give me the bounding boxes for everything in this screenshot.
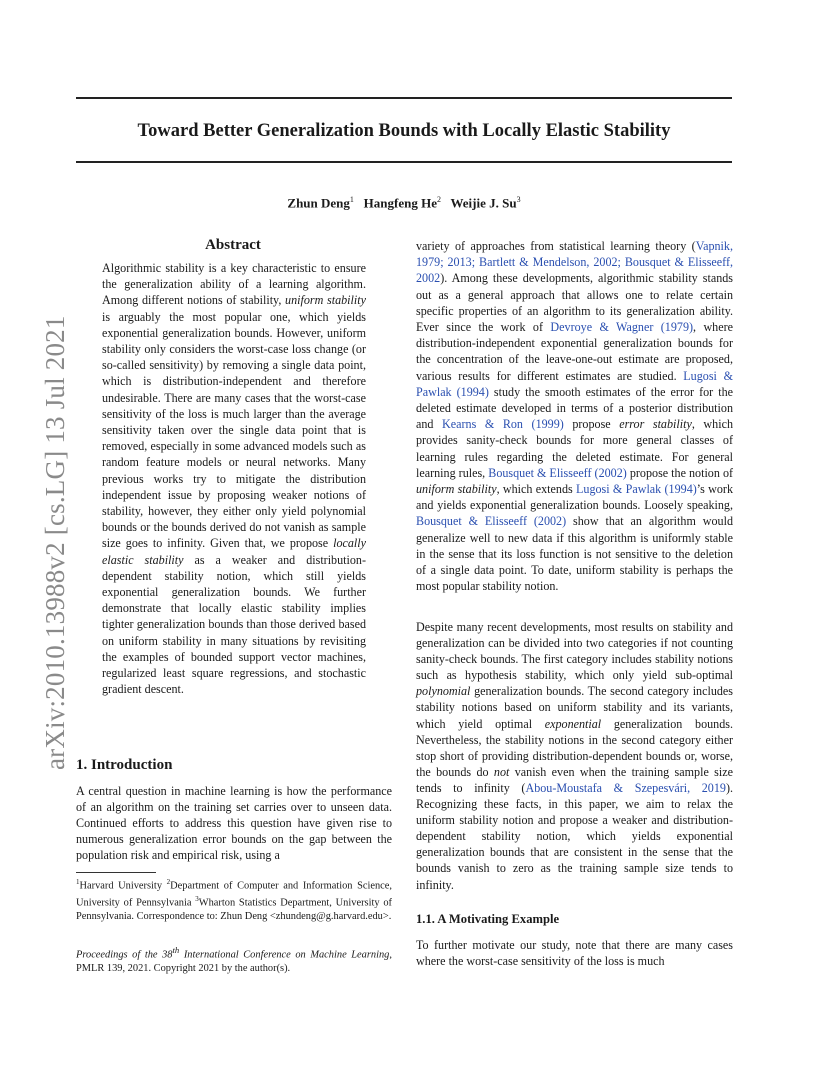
motivating-example-paragraph: To further motivate our study, note that there are many cases where the worst-case sensitivity of the loss is much xyxy=(416,938,733,969)
citation-link[interactable]: Kearns & Ron (1999) xyxy=(442,417,564,432)
introduction-paragraph: A central question in machine learning is how the performance of an algorithm on the training set carries over to unseen data. Continued efforts to address this question have given rise to numerous generalization error bounds on the gap between the population risk and empirical risk, using a xyxy=(76,784,392,863)
proceedings-text: , PMLR 139, 2021. Copyright 2021 by the author(s). xyxy=(76,949,392,975)
stability-categories-paragraph xyxy=(416,619,733,893)
footnote-marker: 1 xyxy=(76,878,80,886)
body-text: generalization bounds. The second category includes stability notions based on uniform stability and its variants, which yield optimal xyxy=(416,684,733,731)
author-list xyxy=(76,192,732,211)
footnote-rule xyxy=(76,872,156,873)
citation-link[interactable]: Bousquet & Elisseeff (2002) xyxy=(488,465,627,480)
author-affiliation: 3 xyxy=(516,195,521,204)
body-text: ’s work and yields exponential generalization bounds. Loosely speaking, xyxy=(416,482,734,513)
proceedings-text: Proceedings of the 38 xyxy=(76,949,173,961)
arxiv-sidebar-stamp: arXiv:2010.13988v2 [cs.LG] 13 Jul 2021 xyxy=(40,315,70,770)
affiliation-footnote xyxy=(76,876,392,924)
emphasis-text: exponential xyxy=(544,716,602,731)
citation-link[interactable]: Lugosi & Pawlak (1994) xyxy=(576,482,697,497)
body-text: vanish even when the training sample size tends to infinity ( xyxy=(416,764,733,795)
abstract-text: as a weaker and distribution-dependent stability notion, which still yields exponential generalization bounds. We further demonstrate that locally elastic stability implies tighter generalization bounds than those derived based on uniform stability in many situations by revisiting the examples of bounded support vector machines, regularized least square regressions, and stochastic gradient descent. xyxy=(102,552,366,697)
body-text: ). Among these developments, algorithmic stability stands out as a general approach that allows one to relate certain specific properties of an algorithm to its generalization ability. Ever since the work of xyxy=(416,271,733,335)
citation-link[interactable]: Abou-Moustafa & Szepesvári, 2019 xyxy=(525,780,726,795)
body-text: propose xyxy=(563,417,620,432)
author-name: Weijie J. Su xyxy=(450,195,517,211)
emphasis-text: polynomial xyxy=(416,684,471,699)
citation-link[interactable]: Vapnik, 1979; 2013; Bartlett & Mendelson, 2002; Bousquet & Elisseeff, 2002 xyxy=(416,239,733,286)
body-text: generalization bounds. Nevertheless, the stability notions in the second category either stop short of providing distribution-dependent bounds or, worse, the bounds do xyxy=(416,716,733,779)
body-text: variety of approaches from statistical learning theory ( xyxy=(416,239,696,253)
paper-title: Toward Better Generalization Bounds with Locally Elastic Stability xyxy=(137,121,671,141)
intro-paragraph-continued xyxy=(416,238,733,594)
emphasis-text: uniform stability xyxy=(416,482,497,497)
citation-link[interactable]: Lugosi & Pawlak (1994) xyxy=(416,368,733,399)
abstract-body xyxy=(102,260,366,697)
footnote-text: Wharton Statistics Department, University of Pennsylvania. Correspondence to: Zhun Deng <zhundeng@g.harvard.edu>. xyxy=(76,897,392,923)
body-text: , where distribution-independent exponential generalization bounds for the concentration of the leave-one-out estimate are proposed, various results for different estimates are studied. xyxy=(416,320,733,383)
author-name: Hangfeng He xyxy=(363,195,437,211)
title-bottom-rule xyxy=(76,161,732,163)
abstract-text: is arguably the most popular one, which yields exponential generalization bounds. However, uniform stability only considers the worst-case loss change (or so-called sensitivity) by removing a single data point, which is distribution-independent and therefore undesirable. There are many cases that the worst-case sensitivity of the loss is much larger than the average sensitivity taken over the single data point that is removed, especially in some advanced models such as random feature models or neural networks. Many previous works try to mitigate the distribution independent issue by proposing weaker notions of stability, however, they either only yield polynomial bounds or the bounds derived do not vanish as sample size goes to infinity. Given that, we propose xyxy=(102,309,366,551)
title-top-rule xyxy=(76,97,732,99)
footnote-marker: 2 xyxy=(166,878,171,886)
footnote-marker: 3 xyxy=(195,895,199,904)
proceedings-note xyxy=(76,943,392,976)
body-text: , which provides sanity-check bounds for more general classes of learning rules regarding the deleted estimate. For general learning rules, xyxy=(416,417,733,480)
abstract-heading: Abstract xyxy=(205,237,261,253)
citation-link[interactable]: Bousquet & Elisseeff (2002) xyxy=(416,514,567,529)
footnote-text: Department of Computer and Information Science, University of Pennsylvania xyxy=(76,880,392,909)
introduction-heading: 1. Introduction xyxy=(76,757,173,773)
abstract-emphasis: uniform stability xyxy=(285,293,366,308)
body-text: Despite many recent developments, most results on stability and generalization can be divided into two categories if not counting sanity-check bounds. The first category includes stability notions such as hypothesis stability, which only yield sub-optimal xyxy=(416,620,733,683)
author-name: Zhun Deng xyxy=(287,195,350,211)
footnote-text: Harvard University xyxy=(79,880,167,892)
motivating-example-heading: 1.1. A Motivating Example xyxy=(416,912,560,926)
proceedings-superscript: th xyxy=(172,945,180,955)
body-text: show that an algorithm would generalize well to new data if this algorithm is uniformly stable in the sense that its loss function is not sensitive to the deletion of a single data point. To date, uniform stability is perhaps the most popular stability notion. xyxy=(416,514,733,594)
author-affiliation: 1 xyxy=(349,195,354,204)
citation-link[interactable]: Devroye & Wagner (1979) xyxy=(550,320,694,335)
emphasis-text: error stability xyxy=(619,417,692,432)
abstract-emphasis: locally elastic stability xyxy=(102,536,366,567)
author-affiliation: 2 xyxy=(436,195,441,204)
body-text: , which extends xyxy=(496,482,577,497)
proceedings-text: International Conference on Machine Learning xyxy=(179,949,390,961)
body-text: study the smooth estimates of the error for the deleted estimate developed in terms of a posterior distribution and xyxy=(416,384,733,432)
body-text: ). Recognizing these facts, in this paper, we aim to relax the uniform stability notion and propose a weaker and distribution-dependent stability notion, which yields exponential generalization bounds that are consistent in the sense that the bounds vanish to zero as the training sample size tends to infinity. xyxy=(416,780,734,892)
emphasis-text: not xyxy=(493,764,510,779)
body-text: propose the notion of xyxy=(626,465,734,480)
abstract-text: Algorithmic stability is a key characteristic to ensure the generalization ability of a learning algorithm. Among different notions of stability, xyxy=(102,261,366,308)
